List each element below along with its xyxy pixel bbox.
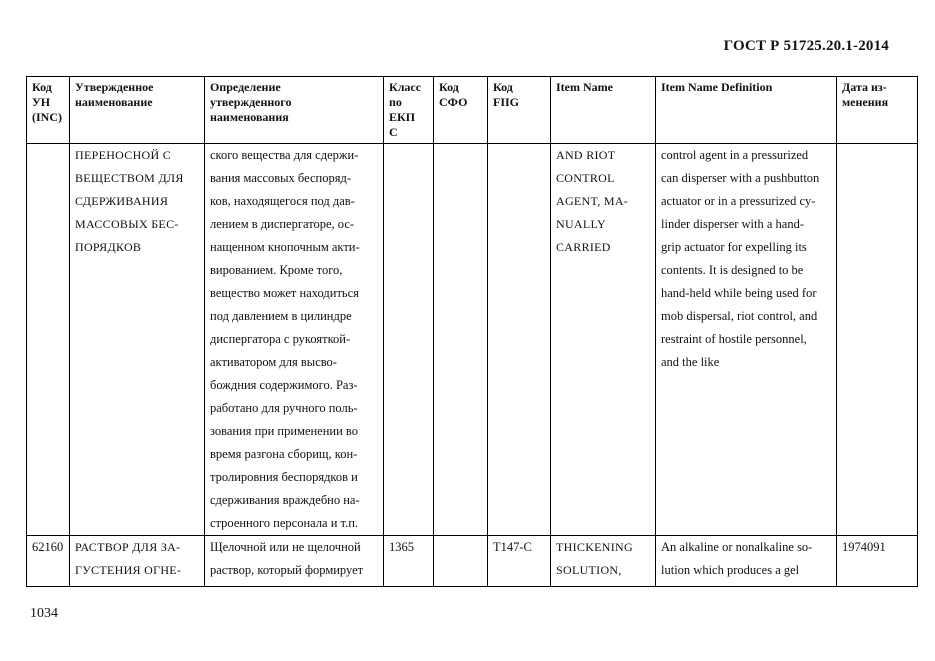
cell-text-line: строенного персонала и т.п. — [210, 516, 359, 530]
cell-text-line: активатором для высво- — [210, 355, 337, 369]
cell-text-line: ВЕЩЕСТВОМ ДЛЯ — [75, 171, 184, 185]
column-header-line: (INC) — [32, 110, 62, 124]
cell-text-line: AGENT, MA- — [556, 194, 629, 208]
cell-date-change — [837, 536, 918, 587]
cell-text-line: hand-held while being used for — [661, 286, 817, 300]
column-header-code-fiig — [488, 77, 551, 144]
cell-text-line: and the like — [661, 355, 720, 369]
column-header-line: менения — [842, 95, 889, 109]
cell-text-line: 1974091 — [842, 540, 886, 554]
column-header-code-inc — [27, 77, 70, 144]
cell-text-line: control agent in a pressurized — [661, 148, 809, 162]
cell-date-change — [837, 144, 918, 536]
column-header-item-def — [656, 77, 837, 144]
cell-text-line: T147-C — [493, 540, 532, 554]
cell-class-ekps — [384, 144, 434, 536]
cell-text-line: раствор, который формирует — [210, 563, 364, 577]
cell-text-line: бождния содержимого. Раз- — [210, 378, 358, 392]
cell-text-line: ПОРЯДКОВ — [75, 240, 142, 254]
cell-text-line: mob dispersal, riot control, and — [661, 309, 818, 323]
column-header-line: Определение — [210, 80, 281, 94]
column-header-line: Item Name — [556, 80, 613, 94]
cell-text-line: THICKENING — [556, 540, 633, 554]
cell-text-line: ков, находящегося под дав- — [210, 194, 355, 208]
cell-text-line: 1365 — [389, 540, 414, 554]
column-header-line: ЕКП — [389, 110, 416, 124]
cell-text-line: can disperser with a pushbutton — [661, 171, 820, 185]
cell-class-ekps — [384, 536, 434, 587]
column-header-line: Код — [32, 80, 52, 94]
column-header-line: наименование — [75, 95, 153, 109]
cell-text-line: под давлением в цилиндре — [210, 309, 352, 323]
cell-text-line: SOLUTION, — [556, 563, 622, 577]
table-row — [27, 536, 918, 587]
document-standard-number: ГОСТ Р 51725.20.1-2014 — [723, 38, 889, 54]
cell-text-line: СДЕРЖИВАНИЯ — [75, 194, 169, 208]
cell-text-line: тролировния беспорядков и — [210, 470, 358, 484]
cell-text-line: диспергатора с рукояткой- — [210, 332, 351, 346]
cell-text-line: grip actuator for expelling its — [661, 240, 807, 254]
cell-text-line: вированием. Кроме того, — [210, 263, 343, 277]
cell-code-fiig — [488, 536, 551, 587]
column-header-def-ru — [205, 77, 384, 144]
cell-name-ru — [70, 144, 205, 536]
cell-text-line: AND RIOT — [556, 148, 616, 162]
column-header-line: Дата из- — [842, 80, 887, 94]
column-header-line: наименования — [210, 110, 289, 124]
column-header-item-name — [551, 77, 656, 144]
column-header-line: Класс — [389, 80, 422, 94]
cell-text-line: нащенном кнопочным акти- — [210, 240, 360, 254]
cell-text-line: ского вещества для сдержи- — [210, 148, 359, 162]
column-header-code-sfo — [434, 77, 488, 144]
cell-code-inc — [27, 536, 70, 587]
column-header-class-ekps — [384, 77, 434, 144]
cell-item-def — [656, 144, 837, 536]
column-header-date-change — [837, 77, 918, 144]
cell-code-sfo — [434, 536, 488, 587]
column-header-line: Код — [493, 80, 513, 94]
cell-code-inc — [27, 144, 70, 536]
cell-text-line: An alkaline or nonalkaline so- — [661, 540, 813, 554]
cell-text-line: зования при применении во — [210, 424, 358, 438]
cell-text-line: РАСТВОР ДЛЯ ЗА- — [75, 540, 181, 554]
cell-text-line: вещество может находиться — [210, 286, 359, 300]
column-header-name-ru — [70, 77, 205, 144]
cell-text-line: restraint of hostile personnel, — [661, 332, 807, 346]
column-header-line: УН — [32, 95, 51, 109]
cell-text-line: 62160 — [32, 540, 64, 554]
column-header-line: Код — [439, 80, 459, 94]
cell-text-line: лением в диспергаторе, ос- — [210, 217, 355, 231]
cell-text-line: NUALLY — [556, 217, 606, 231]
cell-item-name — [551, 144, 656, 536]
cell-text-line: МАССОВЫХ БЕС- — [75, 217, 179, 231]
cell-code-sfo — [434, 144, 488, 536]
table-row — [27, 144, 918, 536]
cell-text-line: сдерживания враждебно на- — [210, 493, 360, 507]
column-header-line: утвержденного — [210, 95, 292, 109]
cell-def-ru — [205, 536, 384, 587]
cell-item-name — [551, 536, 656, 587]
cell-text-line: linder disperser with a hand- — [661, 217, 805, 231]
column-header-line: СФО — [439, 95, 468, 109]
cell-text-line: lution which produces a gel — [661, 563, 800, 577]
cell-code-fiig — [488, 144, 551, 536]
cell-item-def — [656, 536, 837, 587]
specification-table — [26, 76, 918, 587]
cell-text-line: ГУСТЕНИЯ ОГНЕ- — [75, 563, 182, 577]
cell-text-line: вания массовых беспоряд- — [210, 171, 351, 185]
column-header-line: Item Name Definition — [661, 80, 773, 94]
cell-text-line: работано для ручного поль- — [210, 401, 358, 415]
table-header-row — [27, 77, 918, 144]
cell-text-line: actuator or in a pressurized cy- — [661, 194, 816, 208]
cell-text-line: CONTROL — [556, 171, 615, 185]
column-header-line: С — [389, 125, 398, 139]
cell-text-line: contents. It is designed to be — [661, 263, 804, 277]
column-header-line: по — [389, 95, 402, 109]
cell-text-line: время разгона сборищ, кон- — [210, 447, 358, 461]
cell-text-line: ПЕРЕНОСНОЙ С — [75, 148, 172, 162]
cell-text-line: CARRIED — [556, 240, 611, 254]
column-header-line: FIIG — [493, 95, 520, 109]
cell-text-line: Щелочной или не щелочной — [210, 540, 361, 554]
column-header-line: Утвержденное — [75, 80, 154, 94]
cell-def-ru — [205, 144, 384, 536]
cell-name-ru — [70, 536, 205, 587]
page-number: 1034 — [30, 606, 58, 621]
